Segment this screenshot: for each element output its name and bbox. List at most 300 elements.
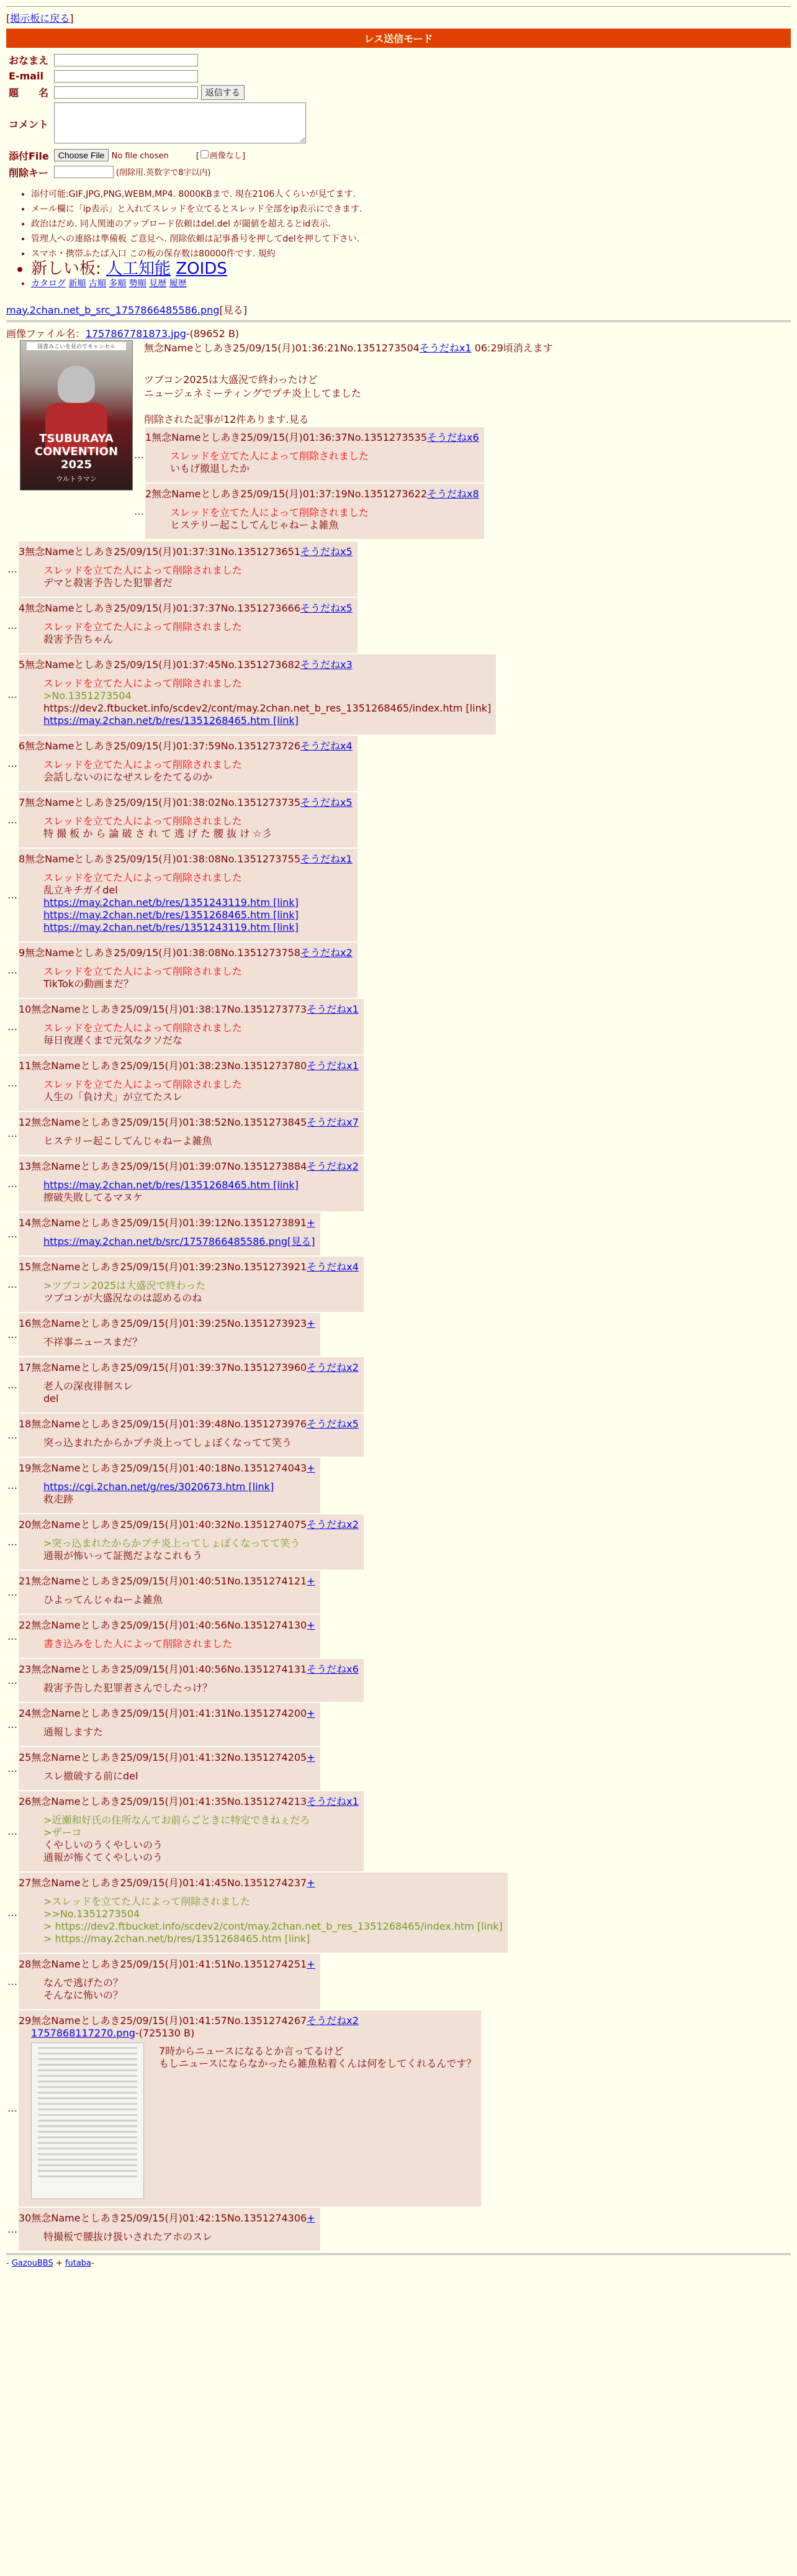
reply-ellipsis: … [7, 1906, 17, 1918]
thumb-text-line [38, 2081, 137, 2082]
reply-ellipsis: … [7, 1020, 17, 1033]
sodane-button[interactable]: そうだねx2 [307, 2014, 359, 2027]
reply-date: 25/09/15(月)01:41:45 [120, 1876, 227, 1889]
catalog-link[interactable]: カタログ [31, 278, 66, 289]
sodane-button[interactable]: + [307, 1317, 315, 1329]
reply-name: 無念 [25, 658, 45, 671]
reply-text [43, 1022, 359, 1047]
newboard-link-zoids[interactable]: ZOIDS [176, 259, 227, 278]
reply-box [19, 792, 358, 847]
reply-ellipsis: … [7, 1177, 17, 1190]
reply-text [43, 1078, 359, 1103]
reply-box [19, 1659, 364, 1702]
sodane-button[interactable]: そうだねx5 [300, 602, 353, 614]
reply-text-line: >近瀬和好氏の住所なんてお前らごときに特定できねぇだろ [43, 1814, 310, 1826]
reply-text-line: スレ撤破する前にdel [43, 1769, 138, 1782]
reply-header [19, 1159, 359, 1173]
reply-thumbnail[interactable] [31, 2043, 144, 2199]
sodane-button[interactable]: そうだねx1 [300, 852, 353, 865]
reply-ellipsis: … [7, 1975, 17, 1987]
op-body [134, 340, 791, 540]
reply-number[interactable]: No.1351273682 [220, 658, 300, 671]
reply-number[interactable]: No.1351273976 [227, 1417, 307, 1430]
reply-number[interactable]: No.1351273651 [220, 545, 300, 558]
reply-index: 15 [19, 1260, 32, 1273]
reply-name: 無念 [31, 1518, 52, 1530]
reply-author: Nameとしあき [51, 2014, 120, 2027]
thumb-text-line [38, 2153, 137, 2155]
reply-number[interactable]: No.1351273726 [220, 739, 300, 752]
reply-author: Nameとしあき [51, 1003, 120, 1015]
sodane-button[interactable]: そうだねx8 [427, 487, 479, 500]
reply-index: 26 [19, 1795, 32, 1807]
reply-text-line: 人生の「負け犬」が立てたスレ [43, 1090, 183, 1103]
reply-number[interactable]: No.1351273735 [220, 796, 300, 808]
reply-ellipsis: … [7, 1630, 17, 1642]
reply-link[interactable]: https://may.2chan.net/b/res/1351268465.htm [link] [43, 1178, 299, 1191]
reply-text [43, 1537, 359, 1562]
reply-number[interactable]: No.1351273622 [347, 487, 427, 500]
thumb-text-line [38, 2108, 137, 2110]
op-deleted-note[interactable]: 削除された記事が12件あります.見る [144, 413, 309, 425]
reply-index: 3 [19, 545, 25, 558]
reply-text-line: >No.1351273504 [43, 689, 132, 702]
reply-name: 無念 [31, 1417, 52, 1430]
sodane-button[interactable]: そうだねx7 [307, 1116, 359, 1128]
reply-text [43, 1638, 315, 1650]
thumb-text-line [38, 2075, 137, 2077]
reply-box [19, 1458, 320, 1513]
reply-link[interactable]: https://may.2chan.net/b/src/1757866485586.png[見る] [43, 1235, 315, 1247]
reply-index: 8 [19, 852, 25, 865]
submit-button[interactable]: 返信する [201, 85, 245, 100]
reply-row [6, 1313, 791, 1356]
reply-date: 25/09/15(月)01:37:31 [114, 545, 221, 558]
reply-text-line: 7時からニュースになるとか言ってるけど [159, 2045, 344, 2057]
reply-name: 無念 [31, 1317, 52, 1329]
op-header [144, 340, 791, 355]
reply-ellipsis: … [134, 448, 144, 461]
reply-name: 無念 [31, 2014, 52, 2027]
reply-text-line: デマと殺害予告した犯罪者だ [43, 576, 173, 589]
reply-author: Nameとしあき [51, 1663, 120, 1675]
sodane-button[interactable]: + [307, 1751, 315, 1763]
reply-index: 29 [19, 2014, 32, 2027]
reply-author: Nameとしあき [51, 1958, 120, 1970]
reply-date: 25/09/15(月)01:37:45 [114, 658, 221, 671]
reply-row [133, 427, 791, 482]
reply-ellipsis: … [7, 1278, 17, 1290]
op-sodane-button[interactable]: そうだねx1 [419, 341, 472, 354]
reply-text [43, 1380, 359, 1405]
reply-text [43, 1236, 315, 1248]
reply-link[interactable]: https://may.2chan.net/b/res/1351268465.htm [link] [43, 714, 299, 726]
reply-box [19, 654, 496, 734]
reply-name: 無念 [31, 1663, 52, 1675]
reply-number[interactable]: No.1351273773 [227, 1003, 307, 1015]
sodane-button[interactable]: そうだねx2 [307, 1361, 359, 1373]
sodane-button[interactable]: + [307, 1575, 315, 1587]
reply-row [6, 2208, 791, 2251]
reply-date: 25/09/15(月)01:40:51 [120, 1575, 227, 1587]
reply-header [19, 1114, 359, 1129]
reply-text [43, 965, 353, 990]
reply-file-link[interactable]: 1757868117270.png [31, 2027, 135, 2039]
sodane-button[interactable]: + [307, 1958, 315, 1970]
bottom-divider [6, 2253, 791, 2255]
rule-item: • 添付可能:GIF,JPG,PNG,WEBM,MP4. 8000KBまで. 現在2106人くらいが見てます. [31, 187, 791, 202]
sodane-button[interactable]: + [307, 1216, 315, 1229]
op-number[interactable]: No.1351273504 [340, 341, 420, 354]
sodane-button[interactable]: そうだねx4 [300, 739, 353, 752]
rule-item: • メール欄に「ip表示」と入れてスレッドを立てるとスレッド全部をip表示にできます. [31, 202, 791, 217]
thumb-text-line [38, 2064, 137, 2066]
reply-text-line: >ツブコン2025は大盛況で終わった [43, 1279, 206, 1291]
sodane-button[interactable]: そうだねx5 [300, 545, 353, 558]
reply-number[interactable]: No.1351273845 [227, 1116, 307, 1128]
reply-number[interactable]: No.1351273758 [220, 946, 300, 959]
reply-name: 無念 [31, 1958, 52, 1970]
reply-box [19, 849, 358, 941]
reply-name: 無念 [31, 1116, 52, 1128]
reply-author: Nameとしあき [51, 1317, 120, 1329]
reply-date: 25/09/15(月)01:41:31 [120, 1707, 227, 1719]
reply-index: 23 [19, 1663, 32, 1675]
reply-author: Nameとしあき [51, 1116, 120, 1128]
reply-header [19, 2210, 315, 2225]
reply-text-line: ヒステリー起こしてんじゃねーよ雑魚 [43, 1134, 212, 1147]
reply-name: 無念 [31, 1751, 52, 1763]
thumb-text-line [38, 2053, 137, 2054]
reply-link[interactable]: https://may.2chan.net/b/res/1351243119.htm [link] [43, 896, 299, 908]
newboard-link-ai[interactable]: 人工知能 [106, 259, 171, 278]
reply-number[interactable]: No.1351274205 [227, 1751, 307, 1763]
reply-text [159, 2045, 476, 2070]
sort-new-link[interactable]: 新順 [68, 278, 86, 289]
reply-text-line: スレッドを立てた人によって削除されました [43, 564, 242, 576]
sodane-button[interactable]: + [307, 1876, 315, 1889]
reply-name: 無念 [31, 1260, 52, 1273]
sodane-button[interactable]: + [307, 1462, 315, 1474]
reply-box [19, 2010, 481, 2207]
reply-author: Nameとしあき [45, 602, 114, 614]
reply-header [19, 851, 353, 865]
reply-link[interactable]: https://cgi.2chan.net/g/res/3020673.htm [link] [43, 1480, 274, 1493]
footer-prefix: - [6, 2258, 12, 2268]
reply-ellipsis: … [7, 1227, 17, 1240]
reply-text-line: スレッドを立てた人によって削除されました [43, 815, 242, 827]
reply-text-line: スレッドを立てた人によって削除されました [43, 758, 242, 771]
reply-ellipsis: … [7, 688, 17, 700]
reply-number[interactable]: No.1351273923 [227, 1317, 307, 1329]
op-thumbnail[interactable] [20, 340, 133, 490]
reply-box [19, 1747, 320, 1790]
reply-date: 25/09/15(月)01:38:17 [120, 1003, 227, 1015]
delkey-label: 削除キー [9, 166, 49, 179]
reply-text [43, 1135, 359, 1147]
reply-header [19, 1001, 359, 1016]
reply-number[interactable]: No.1351273884 [227, 1160, 307, 1172]
back-to-board-link[interactable]: 掲示板に戻る [10, 12, 70, 24]
rules-list [6, 187, 791, 291]
reply-text-line: なんで逃げたの？ [43, 1976, 124, 1989]
reply-number[interactable]: No.1351274131 [227, 1663, 307, 1675]
reply-number[interactable]: No.1351273666 [220, 602, 300, 614]
reply-box [19, 2208, 320, 2251]
sodane-button[interactable]: そうだねx5 [307, 1417, 359, 1430]
history-link[interactable]: 履歴 [169, 278, 187, 289]
reply-author: Nameとしあき [45, 946, 114, 959]
reply-index: 1 [145, 431, 152, 443]
reply-author: Nameとしあき [51, 1619, 120, 1631]
reply-ellipsis: … [7, 757, 17, 769]
noimage-checkbox[interactable] [200, 150, 209, 158]
reply-text [43, 1594, 315, 1606]
reply-header [19, 795, 353, 809]
reply-name: 無念 [25, 602, 45, 614]
reply-link[interactable]: https://may.2chan.net/b/res/1351243119.htm [link] [43, 921, 299, 933]
sodane-button[interactable]: そうだねx6 [307, 1663, 359, 1675]
viewed-link[interactable]: 見歴 [149, 278, 167, 289]
reply-author: Nameとしあき [171, 487, 241, 500]
op-post [6, 340, 791, 540]
reply-index: 24 [19, 1707, 32, 1719]
reply-author: Nameとしあき [45, 796, 114, 808]
rule-item: • スマホ・携帯ふたば入口 この板の保存数は80000件です. 規約 [31, 246, 791, 261]
sodane-button[interactable]: そうだねx1 [307, 1059, 359, 1072]
reply-author: Nameとしあき [51, 1462, 120, 1474]
reply-text-line: >ザーコ [43, 1826, 82, 1838]
reply-name: 無念 [25, 796, 45, 808]
reply-index: 9 [19, 946, 25, 959]
reply-number[interactable]: No.1351273960 [227, 1361, 307, 1373]
thumb-text-line [38, 2114, 137, 2116]
reply-text-line: スレッドを立てた人によって削除されました [43, 965, 242, 977]
reply-link[interactable]: https://may.2chan.net/b/res/1351268465.htm [link] [43, 908, 299, 921]
comment-field[interactable] [54, 102, 306, 143]
reply-number[interactable]: No.1351273535 [347, 431, 427, 443]
reply-ellipsis: … [7, 1825, 17, 1837]
sodane-button[interactable]: そうだねx2 [300, 946, 353, 959]
reply-number[interactable]: No.1351273891 [227, 1216, 307, 1229]
file-status: No file chosen [111, 151, 169, 161]
reply-number[interactable]: No.1351274213 [227, 1795, 307, 1807]
sodane-button[interactable]: そうだねx4 [307, 1260, 359, 1273]
back-link-row: [掲示板に戻る] [6, 12, 74, 24]
thumb-sub: ウルトラマン [56, 474, 97, 483]
gazoubbs-link[interactable]: GazouBBS [11, 2258, 53, 2268]
reply-header [19, 1573, 315, 1588]
reply-row [6, 1571, 791, 1614]
reply-number[interactable]: No.1351274130 [227, 1619, 307, 1631]
reply-name: 無念 [25, 545, 45, 558]
reply-row [6, 1357, 791, 1412]
reply-name: 無念 [31, 1003, 52, 1015]
reply-row [6, 1112, 791, 1155]
op-file-size: -(89652 B) [186, 327, 240, 340]
reply-ellipsis: … [7, 1378, 17, 1391]
reply-header [19, 1956, 315, 1971]
reply-ellipsis: … [7, 1762, 17, 1774]
reply-box [19, 1954, 320, 2009]
reply-text-line: 擦破失敗してるマヌケ [43, 1191, 143, 1203]
reply-text-line: スレッドを立てた人によって削除されました [43, 677, 242, 689]
reply-number[interactable]: No.1351274237 [227, 1876, 307, 1889]
subject-field[interactable] [54, 86, 198, 99]
reply-date: 25/09/15(月)01:37:59 [114, 739, 221, 752]
reply-text-line: 突っ込まれたからかプチ炎上ってしょぼくなってて笑う [43, 1436, 292, 1448]
reply-date: 25/09/15(月)01:38:08 [114, 946, 221, 959]
op-file-row [6, 326, 791, 340]
thumb-title: TSUBURAYA CONVENTION 2025 [34, 432, 119, 471]
reply-ellipsis: … [7, 1674, 17, 1686]
reply-index: 4 [19, 602, 25, 614]
op-author: Nameとしあき [164, 341, 233, 354]
reply-text-line: >>No.1351273504 [43, 1907, 140, 1920]
name-field[interactable] [54, 54, 198, 66]
reply-box [19, 1257, 364, 1312]
rule-item: • 政治はだめ. 同人関連のアップロード依頼はdel.del が閾値を超えるとid表示. [31, 217, 791, 232]
reply-number[interactable]: No.1351274043 [227, 1462, 307, 1474]
reply-index: 14 [19, 1216, 32, 1229]
sodane-button[interactable]: + [307, 1619, 315, 1631]
choose-file-button[interactable]: Choose File [54, 149, 109, 161]
thread-divider [6, 320, 791, 322]
reply-author: Nameとしあき [51, 1160, 120, 1172]
reply-number[interactable]: No.1351274200 [227, 1707, 307, 1719]
sodane-button[interactable]: そうだねx2 [307, 1160, 359, 1172]
thumb-text-line [38, 2125, 137, 2127]
op-expire: 06:29頃消えます [474, 341, 553, 354]
op-text [144, 373, 791, 400]
reply-author: Nameとしあき [51, 1216, 120, 1229]
catalog-links [31, 276, 791, 291]
sodane-button[interactable]: そうだねx6 [427, 431, 479, 443]
sodane-button[interactable]: + [307, 2212, 315, 2224]
email-field[interactable] [54, 70, 198, 83]
reply-file-row [19, 2027, 476, 2039]
reply-row [6, 1873, 791, 1953]
reply-date: 25/09/15(月)01:41:35 [120, 1795, 227, 1807]
reply-date: 25/09/15(月)01:39:48 [120, 1417, 227, 1430]
thumb-text-line [38, 2047, 137, 2049]
reply-author: Nameとしあき [45, 658, 114, 671]
reply-number[interactable]: No.1351273921 [227, 1260, 307, 1273]
reply-row [6, 1954, 791, 2009]
sort-old-link[interactable]: 古順 [88, 278, 106, 289]
top-image-link[interactable]: may.2chan.net_b_src_1757866485586.png [6, 304, 220, 316]
reply-text [43, 1770, 315, 1783]
mode-bar: レス送信モード [6, 29, 791, 48]
reply-author: Nameとしあき [51, 1059, 120, 1072]
top-image-suffix: [見る] [219, 304, 247, 316]
reply-date: 25/09/15(月)01:40:56 [120, 1663, 227, 1675]
sodane-button[interactable]: そうだねx5 [300, 796, 353, 808]
reply-number[interactable]: No.1351274251 [227, 1958, 307, 1970]
reply-header [19, 1517, 359, 1531]
reply-author: Nameとしあき [45, 545, 114, 558]
reply-text-line: もしニュースにならなかったら雑魚粘着くんは何をしてくれるんです？ [159, 2057, 477, 2069]
reply-name: 無念 [31, 1462, 52, 1474]
reply-row [6, 1615, 791, 1658]
reply-row [6, 1257, 791, 1312]
sort-momentum-link[interactable]: 勢順 [128, 278, 146, 289]
thumb-tag: 図書みこいを見のでキャンセル [27, 342, 126, 350]
reply-number[interactable]: No.1351273780 [227, 1059, 307, 1072]
reply-text [170, 450, 479, 475]
reply-header [19, 945, 353, 959]
reply-box [19, 1414, 364, 1457]
reply-index: 2 [145, 487, 152, 500]
reply-header [19, 1416, 359, 1430]
reply-header [19, 544, 353, 558]
delkey-field[interactable] [54, 166, 114, 178]
sodane-button[interactable]: そうだねx1 [307, 1003, 359, 1015]
sodane-button[interactable]: そうだねx3 [300, 658, 353, 671]
reply-index: 16 [19, 1317, 32, 1329]
reply-header [19, 1215, 315, 1229]
reply-header [19, 1706, 315, 1720]
reply-number[interactable]: No.1351273755 [220, 852, 300, 865]
reply-file-size: -(725130 B) [135, 2027, 195, 2039]
sort-many-link[interactable]: 多順 [109, 278, 127, 289]
reply-text-line: スレッドを立てた人によって削除されました [43, 871, 242, 884]
reply-number[interactable]: No.1351274075 [227, 1518, 307, 1530]
subject-label: 題 名 [9, 87, 49, 99]
footer-suffix: - [91, 2258, 94, 2268]
reply-author: Nameとしあき [51, 1417, 120, 1430]
reply-text-line: TikTokの動画まだ？ [43, 977, 134, 990]
reply-ellipsis: … [7, 888, 17, 901]
reply-author: Nameとしあき [51, 1707, 120, 1719]
reply-box [145, 484, 484, 539]
reply-name: 無念 [31, 1059, 52, 1072]
reply-box [19, 942, 358, 998]
reply-form: おなまえ E-mail 題 名 返信する コメント 添付File Choose File No file chosen [ 画像なし] 削除キー (削除用.英数字で8字以内) [6, 52, 308, 181]
reply-text-line: >突っ込まれたからかプチ炎上ってしょぼくなってて笑う [43, 1537, 300, 1549]
op-file-link[interactable]: 1757867781873.jpg [85, 327, 186, 340]
reply-file-body [19, 2039, 476, 2203]
futaba-link[interactable]: futaba [65, 2258, 92, 2268]
reply-ellipsis: … [7, 1127, 17, 1139]
reply-author: Nameとしあき [45, 852, 114, 865]
reply-text-line: くやしいのうくやしいのう [43, 1838, 163, 1851]
reply-date: 25/09/15(月)01:38:23 [120, 1059, 227, 1072]
reply-number[interactable]: No.1351274267 [227, 2014, 307, 2027]
reply-row [6, 792, 791, 847]
reply-number[interactable]: No.1351274306 [227, 2212, 307, 2224]
reply-row [6, 1514, 791, 1570]
sodane-button[interactable]: そうだねx1 [307, 1795, 359, 1807]
sodane-button[interactable]: + [307, 1707, 315, 1719]
reply-ellipsis: … [7, 1328, 17, 1340]
reply-row [6, 1414, 791, 1457]
reply-file-text [151, 2039, 476, 2203]
reply-number[interactable]: No.1351274121 [227, 1575, 307, 1587]
reply-text-line: スレッドを立てた人によって削除されました [43, 1078, 242, 1090]
reply-header [19, 1750, 315, 1764]
thumb-text-line [38, 2148, 137, 2149]
reply-header [145, 486, 479, 500]
reply-text-line: > https://may.2chan.net/b/res/1351268465.htm [link] [43, 1932, 310, 1945]
reply-text-line: 特 撮 板 か ら 論 破 さ れ て 逃 げ た 腰 抜 け ☆彡 [43, 827, 272, 839]
reply-text [43, 1726, 315, 1738]
reply-text-line: > https://dev2.ftbucket.info/scdev2/cont/may.2chan.net_b_res_1351268465/index.htm [link] [43, 1920, 503, 1932]
reply-text-line: 殺害予告した犯罪者さんでしたっけ？ [43, 1681, 213, 1694]
sodane-button[interactable]: そうだねx2 [307, 1518, 359, 1530]
reply-header [19, 1875, 503, 1889]
reply-date: 25/09/15(月)01:39:37 [120, 1361, 227, 1373]
